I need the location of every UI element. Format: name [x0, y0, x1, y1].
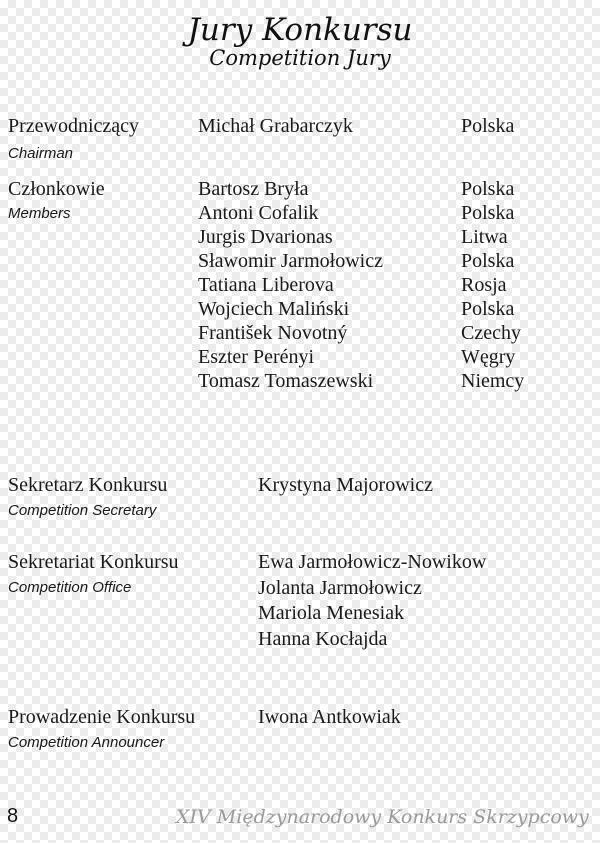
- chairman-role-en: Chairman: [8, 145, 74, 162]
- member-country: Litwa: [461, 226, 508, 248]
- member-name: Sławomir Jarmołowicz: [198, 250, 383, 272]
- announcer-role-pl: Prowadzenie Konkursu: [8, 706, 196, 728]
- office-role-en: Competition Office: [8, 579, 132, 596]
- chairman-country: Polska: [461, 115, 515, 137]
- member-name: Wojciech Maliński: [198, 298, 350, 320]
- member-country: Polska: [461, 298, 515, 320]
- member-name: Tomasz Tomaszewski: [198, 370, 374, 392]
- member-country: Węgry: [461, 346, 516, 368]
- page-title: Jury Konkursu: [187, 12, 413, 48]
- office-name: Hanna Kocłajda: [258, 628, 388, 650]
- member-country: Polska: [461, 250, 515, 272]
- page-number: 8: [7, 805, 19, 827]
- member-country: Polska: [461, 202, 515, 224]
- member-country: Rosja: [461, 274, 507, 296]
- member-name: Eszter Perényi: [198, 346, 315, 368]
- member-country: Czechy: [461, 322, 521, 344]
- member-name: František Novotný: [198, 322, 348, 344]
- office-name: Mariola Menesiak: [258, 602, 405, 624]
- page-subtitle: Competition Jury: [209, 46, 391, 70]
- office-name: Ewa Jarmołowicz-Nowikow: [258, 551, 487, 573]
- secretary-name: Krystyna Majorowicz: [258, 474, 433, 496]
- footer-text: XIV Międzynarodowy Konkurs Skrzypcowy: [176, 806, 589, 828]
- member-country: Niemcy: [461, 370, 525, 392]
- secretary-role-pl: Sekretarz Konkursu: [8, 474, 168, 496]
- secretary-role-en: Competition Secretary: [8, 502, 157, 519]
- members-role-en: Members: [8, 205, 71, 222]
- announcer-name: Iwona Antkowiak: [258, 706, 401, 728]
- member-country: Polska: [461, 178, 515, 200]
- member-name: Antoni Cofalik: [198, 202, 319, 224]
- member-name: Tatiana Liberova: [198, 274, 334, 296]
- announcer-role-en: Competition Announcer: [8, 734, 165, 751]
- chairman-role-pl: Przewodniczący: [8, 115, 140, 137]
- member-name: Jurgis Dvarionas: [198, 226, 333, 248]
- member-name: Bartosz Bryła: [198, 178, 309, 200]
- office-role-pl: Sekretariat Konkursu: [8, 551, 179, 573]
- chairman-name: Michał Grabarczyk: [198, 115, 353, 137]
- office-name: Jolanta Jarmołowicz: [258, 577, 422, 599]
- members-role-pl: Członkowie: [8, 178, 105, 200]
